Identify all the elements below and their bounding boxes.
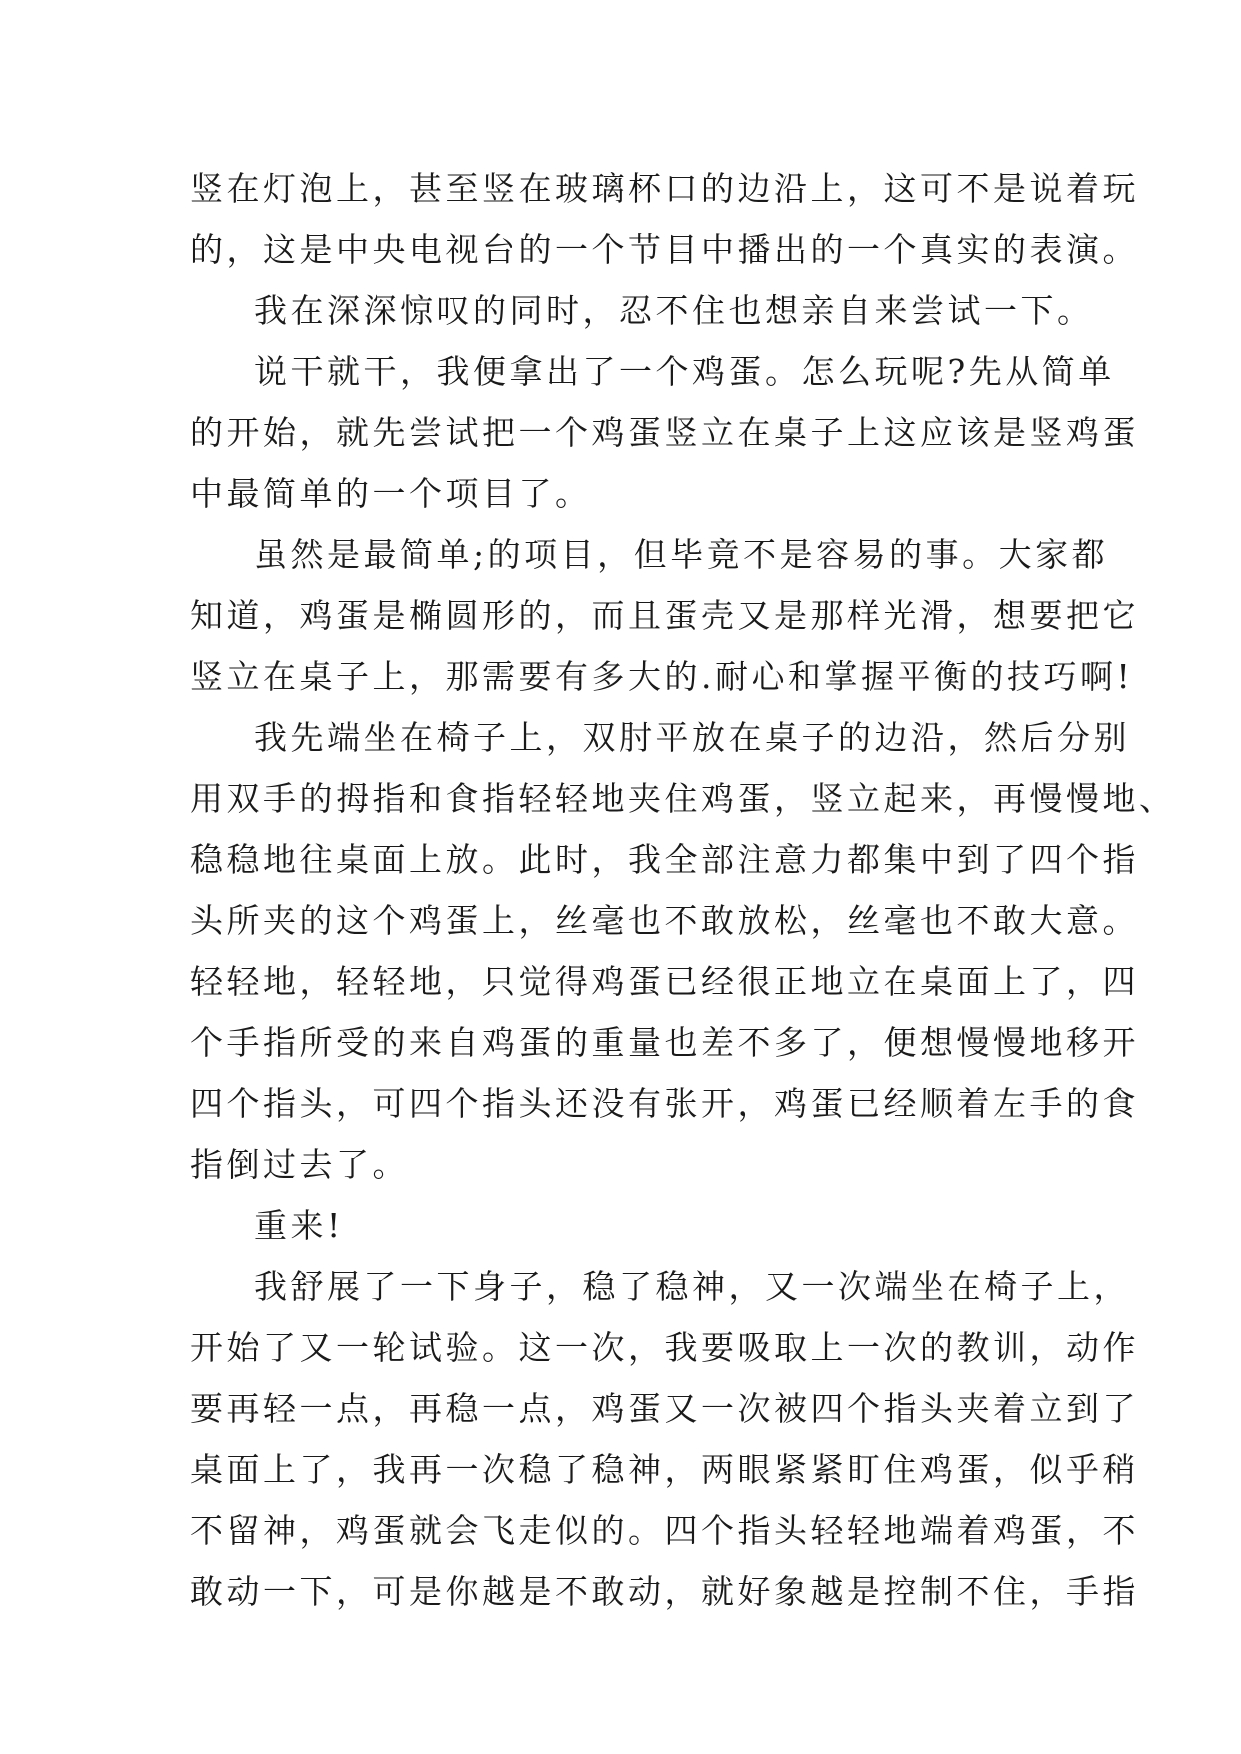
body-text [190,158,1176,1622]
text-line: 的开始，就先尝试把一个鸡蛋竖立在桌子上这应该是竖鸡蛋 [190,413,1139,452]
text-line: 用双手的拇指和食指轻轻地夹住鸡蛋，竖立起来，再慢慢地、 [190,779,1176,818]
text-line: 开始了又一轮试验。这一次，我要吸取上一次的教训，动作 [190,1328,1139,1367]
text-line: 竖在灯泡上，甚至竖在玻璃杯口的边沿上，这可不是说着玩 [190,169,1139,208]
text-line: 的，这是中央电视台的一个节目中播出的一个真实的表演。 [190,230,1139,269]
text-line: 头所夹的这个鸡蛋上，丝毫也不敢放松，丝毫也不敢大意。 [190,901,1139,940]
text-line: 不留神，鸡蛋就会飞走似的。四个指头轻轻地端着鸡蛋，不 [190,1511,1139,1550]
text-line: 指倒过去了。 [190,1145,409,1184]
text-line: 我舒展了一下身子，稳了稳神，又一次端坐在椅子上， [254,1267,1130,1306]
text-line: 知道，鸡蛋是椭圆形的，而且蛋壳又是那样光滑，想要把它 [190,596,1139,635]
text-line: 虽然是最简单;的项目，但毕竟不是容易的事。大家都 [254,535,1109,574]
text-line: 重来! [254,1206,344,1245]
text-line: 四个指头，可四个指头还没有张开，鸡蛋已经顺着左手的食 [190,1084,1139,1123]
text-line: 我在深深惊叹的同时，忍不住也想亲自来尝试一下。 [254,291,1094,330]
text-line: 桌面上了，我再一次稳了稳神，两眼紧紧盯住鸡蛋，似乎稍 [190,1450,1139,1489]
text-line: 要再轻一点，再稳一点，鸡蛋又一次被四个指头夹着立到了 [190,1389,1139,1428]
text-line: 我先端坐在椅子上，双肘平放在桌子的边沿，然后分别 [254,718,1130,757]
text-line: 说干就干，我便拿出了一个鸡蛋。怎么玩呢?先从简单 [254,352,1115,391]
text-line: 轻轻地，轻轻地，只觉得鸡蛋已经很正地立在桌面上了，四 [190,962,1139,1001]
text-line: 中最简单的一个项目了。 [190,474,592,513]
text-line: 敢动一下，可是你越是不敢动，就好象越是控制不住，手指 [190,1572,1139,1611]
text-line: 稳稳地往桌面上放。此时，我全部注意力都集中到了四个指 [190,840,1139,879]
text-line: 竖立在桌子上，那需要有多大的.耐心和掌握平衡的技巧啊! [190,657,1134,696]
text-line: 个手指所受的来自鸡蛋的重量也差不多了，便想慢慢地移开 [190,1023,1139,1062]
